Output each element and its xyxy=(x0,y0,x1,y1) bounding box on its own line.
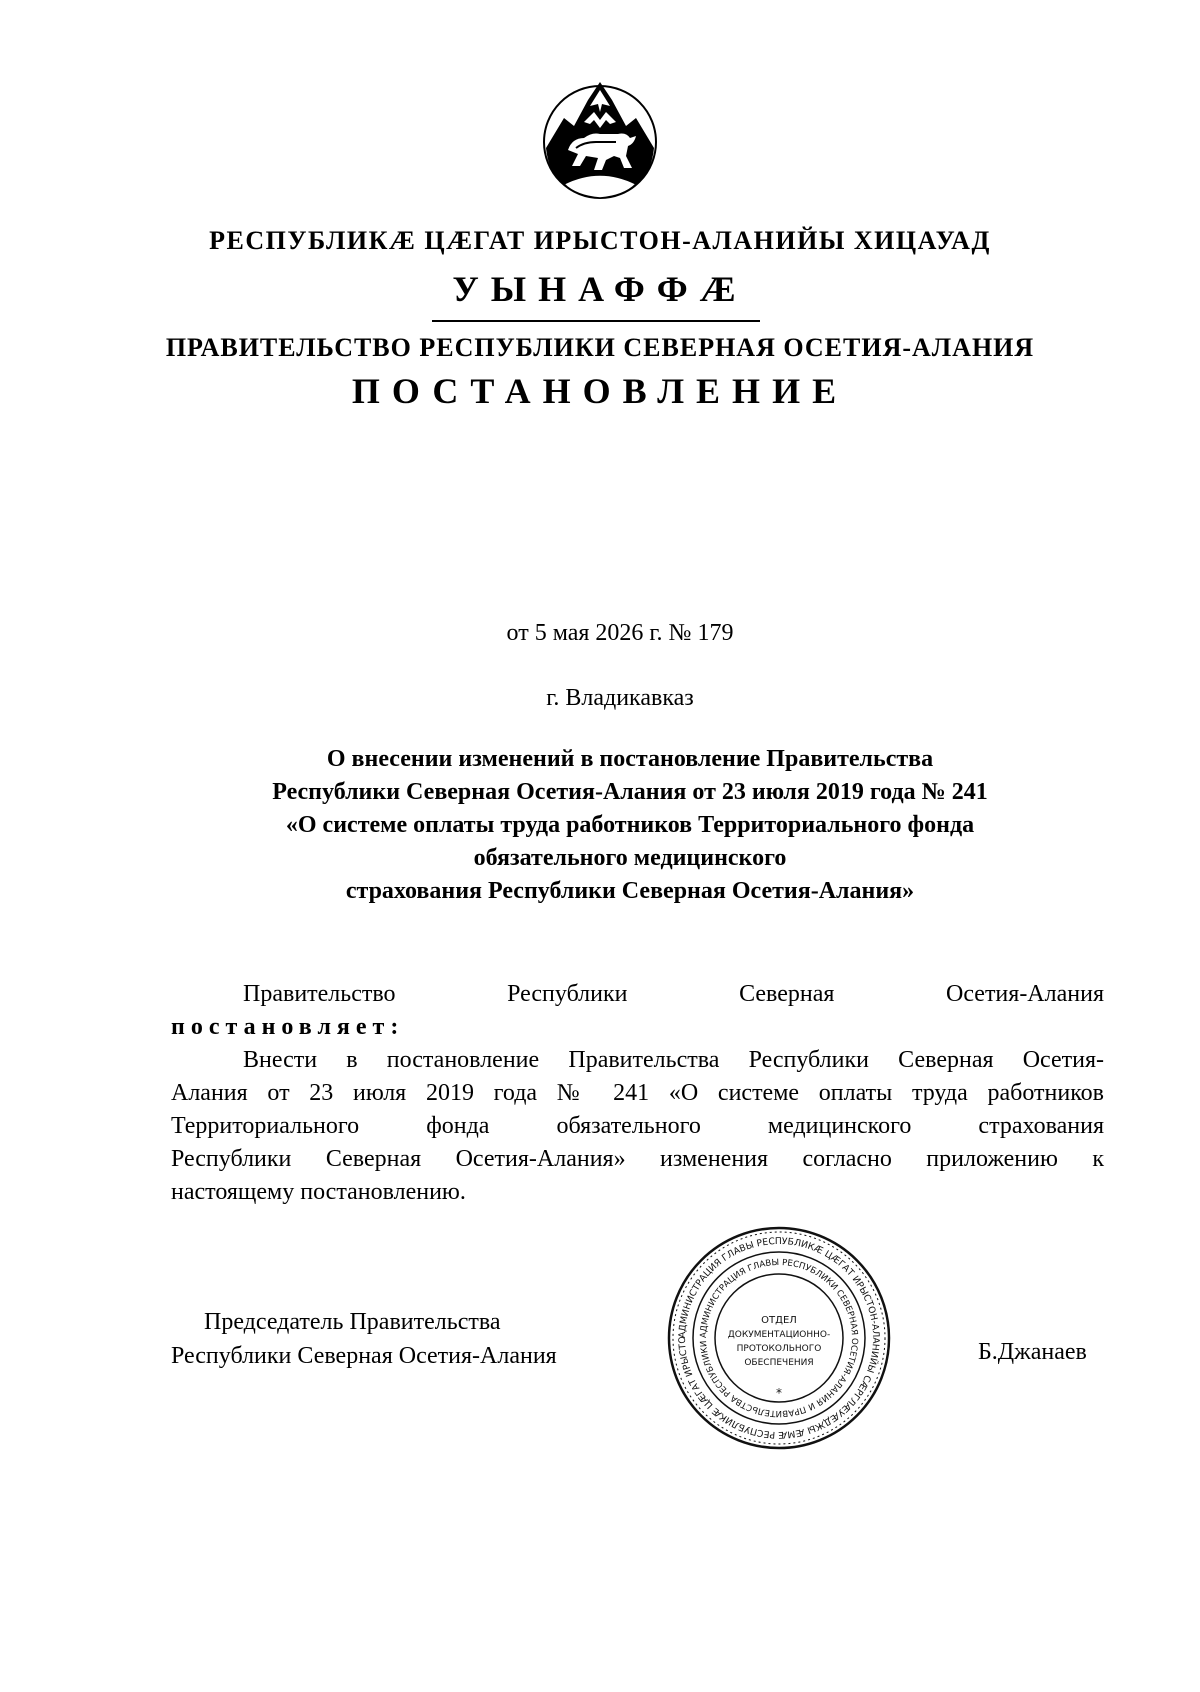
subject-line: Республики Северная Осетия-Алания от 23 июля 2019 года № 241 xyxy=(272,779,988,805)
body-line: Алания от 23 июля 2019 года № 241 «О системе оплаты труда работников xyxy=(171,1080,1104,1106)
subject-line: страхования Республики Северная Осетия-Алания» xyxy=(345,878,915,904)
russian-authority-heading: ПРАВИТЕЛЬСТВО РЕСПУБЛИКИ СЕВЕРНАЯ ОСЕТИЯ-АЛАНИЯ xyxy=(165,333,1035,362)
seal-center-line: ОБЕСПЕЧЕНИЯ xyxy=(744,1358,814,1368)
ossetian-authority-heading: РЕСПУБЛИКÆ ЦÆГАТ ИРЫСТОН-АЛАНИЙЫ ХИЦАУАД xyxy=(209,226,991,255)
subject-line: О внесении изменений в постановление Правительства xyxy=(326,746,934,772)
subject-line: «О системе оплаты труда работников Территориального фонда xyxy=(285,812,975,838)
resolution-word: Осетия-Алания xyxy=(946,981,1104,1007)
body-line: настоящему постановлению. xyxy=(171,1179,466,1205)
signatory-title xyxy=(171,1305,557,1373)
official-seal xyxy=(666,1225,892,1451)
resolution-lead xyxy=(171,978,1104,1011)
document-date-number: от 5 мая 2026 г. № 179 xyxy=(506,620,734,646)
body-line: Территориального фонда обязательного медицинского страхования xyxy=(171,1113,1104,1139)
subject-line: обязательного медицинского xyxy=(473,845,787,871)
coat-of-arms-emblem xyxy=(540,76,660,206)
body-line: Республики Северная Осетия-Алания» изменения согласно приложению к xyxy=(171,1146,1104,1172)
resolution-clause xyxy=(171,978,1104,1044)
signatory-title-line: Республики Северная Осетия-Алания xyxy=(171,1343,557,1369)
seal-star-icon: * xyxy=(776,1386,782,1400)
resolution-verb: постановляет: xyxy=(171,1014,405,1040)
resolution-word: Республики xyxy=(507,981,628,1007)
decree-body xyxy=(171,1044,1104,1209)
seal-center-line: ДОКУМЕНТАЦИОННО- xyxy=(727,1330,831,1340)
header-divider xyxy=(432,320,760,322)
seal-inner-text: АДМИНИСТРАЦИЯ ГЛАВЫ РЕСПУБЛИКИ СЕВЕРНАЯ ОСЕТИЯ-АЛАНИЯ И ПРАВИТЕЛЬСТВА РЕСПУБЛИКИ xyxy=(698,1257,860,1419)
seal-center-line: ПРОТОКОЛЬНОГО xyxy=(736,1344,822,1354)
document-city: г. Владикавказ xyxy=(546,685,694,711)
seal-center-line: ОТДЕЛ xyxy=(761,1315,797,1326)
document-subject xyxy=(160,743,1100,908)
ossetian-decree-heading: УЫНАФФÆ xyxy=(452,269,748,309)
signatory-name: Б.Джанаев xyxy=(978,1339,1087,1365)
resolution-word: Северная xyxy=(739,981,835,1007)
body-line: Внести в постановление Правительства Республики Северная Осетия- xyxy=(243,1047,1104,1073)
resolution-word: Правительство xyxy=(243,981,396,1007)
seal-graphic xyxy=(666,1225,892,1451)
seal-outer-text: АДМИНИСТРАЦИЯ ГЛАВЫ РЕСПУБЛИКÆ ЦÆГАТ ИРЫСТОН-АЛАНИЙЫ СÆРГЛÆУÆДЖЫ ÆМÆ РЕСПУБЛИКÆ ЦÆГАТ ИРЫСТО xyxy=(676,1235,882,1441)
signatory-title-line: Председатель Правительства xyxy=(204,1309,501,1335)
russian-decree-heading: ПОСТАНОВЛЕНИЕ xyxy=(351,371,849,411)
emblem-graphic xyxy=(540,76,660,206)
